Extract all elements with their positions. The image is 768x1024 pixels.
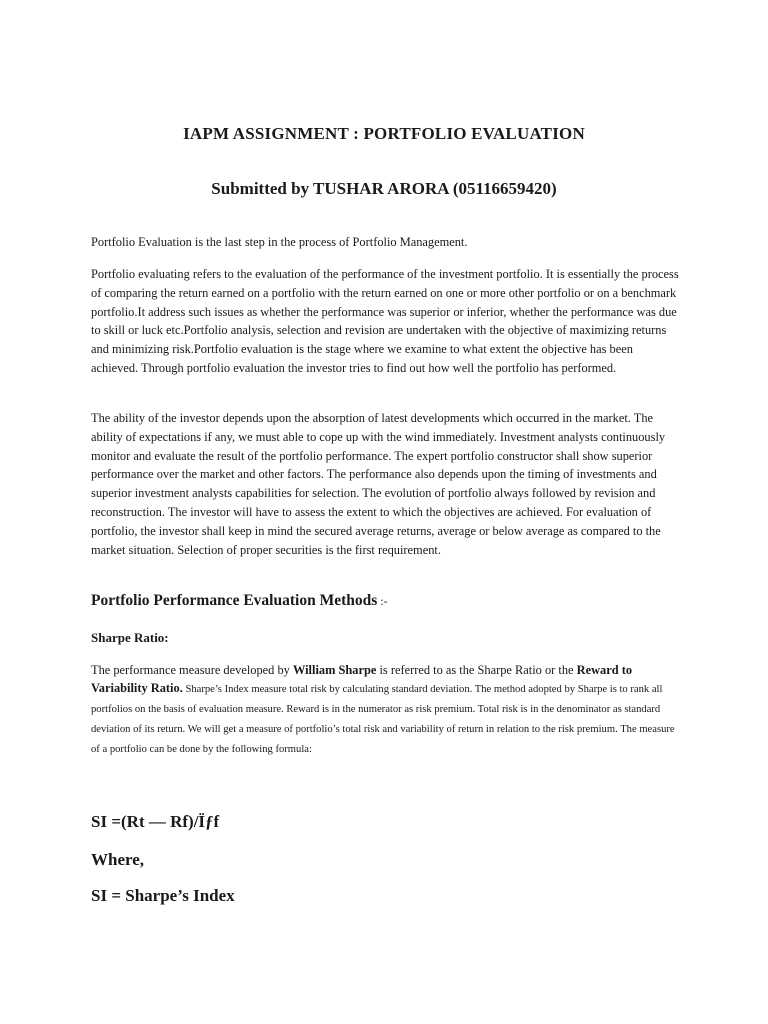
sharpe-text-part2: is referred to as the Sharpe Ratio or the xyxy=(376,663,577,677)
formula-where: Where, xyxy=(91,850,145,869)
sharpe-text-part3: Sharpe’s Index measure total risk by calculating standard deviation. The method adopted by Sharpe is to rank all portfolios on the basis of evaluation measure. Reward is in the numerator as risk premium. Total risk is in the denominator as standard deviation of its return. We will get a measure of portfolio’s total risk and variability of return in relation to the risk premium. The measure of a portfolio can be done by the following formula: xyxy=(91,684,675,755)
formula-sharpe-index: SI =(Rt — Rf)/Ïƒf xyxy=(91,812,220,831)
reward-variability-bold: Reward to Variability Ratio. xyxy=(91,663,633,695)
methods-heading xyxy=(91,592,388,610)
paragraph-sharpe-ratio xyxy=(91,661,683,759)
paragraph-definition: Portfolio evaluating refers to the evaluation of the performance of the investment portfolio. It is essentially the process of comparing the return earned on a portfolio with the return earned on one or more other portfolio or on a benchmark portfolio.It address such issues as whether the performance was superior or inferior, whether the performance was due to skill or luck etc.Portfolio analysis, selection and revision are undertaken with the objective of maximizing returns and minimizing risk.Portfolio evaluation is the stage where we examine to what extent the objective has been achieved. Through portfolio evaluation the investor tries to find out how well the portfolio has performed. xyxy=(91,267,679,375)
sharpe-name-bold: William Sharpe xyxy=(292,663,377,677)
sharpe-text-part1: The performance measure developed by xyxy=(91,663,293,677)
formula-si-definition: SI = Sharpe’s Index xyxy=(91,886,235,905)
submitted-by-line: Submitted by TUSHAR ARORA (05116659420) xyxy=(211,179,557,198)
methods-heading-suffix: :- xyxy=(377,594,388,608)
sharpe-ratio-heading: Sharpe Ratio: xyxy=(91,630,169,645)
methods-heading-text: Portfolio Performance Evaluation Methods xyxy=(91,592,378,609)
paragraph-intro: Portfolio Evaluation is the last step in the process of Portfolio Management. xyxy=(91,235,468,249)
paragraph-investor-ability: The ability of the investor depends upon the absorption of latest developments which occurred in the market. The ability of expectations if any, we must able to cope up with the wind immediately. Investment analysts continuously monitor and evaluate the result of the portfolio performance. The expert portfolio constructor shall show superior performance over the market and other factors. The performance also depends upon the timing of investments and superior investment analysts capabilities for selection. The evolution of portfolio always followed by revision and reconstruction. The investor will have to assess the extent to which the objectives are achieved. For evaluation of portfolio, the investor shall keep in mind the secured average returns, average or below average as compared to the market situation. Selection of proper securities is the first requirement. xyxy=(91,411,666,557)
document-title: IAPM ASSIGNMENT : PORTFOLIO EVALUATION xyxy=(183,124,585,143)
